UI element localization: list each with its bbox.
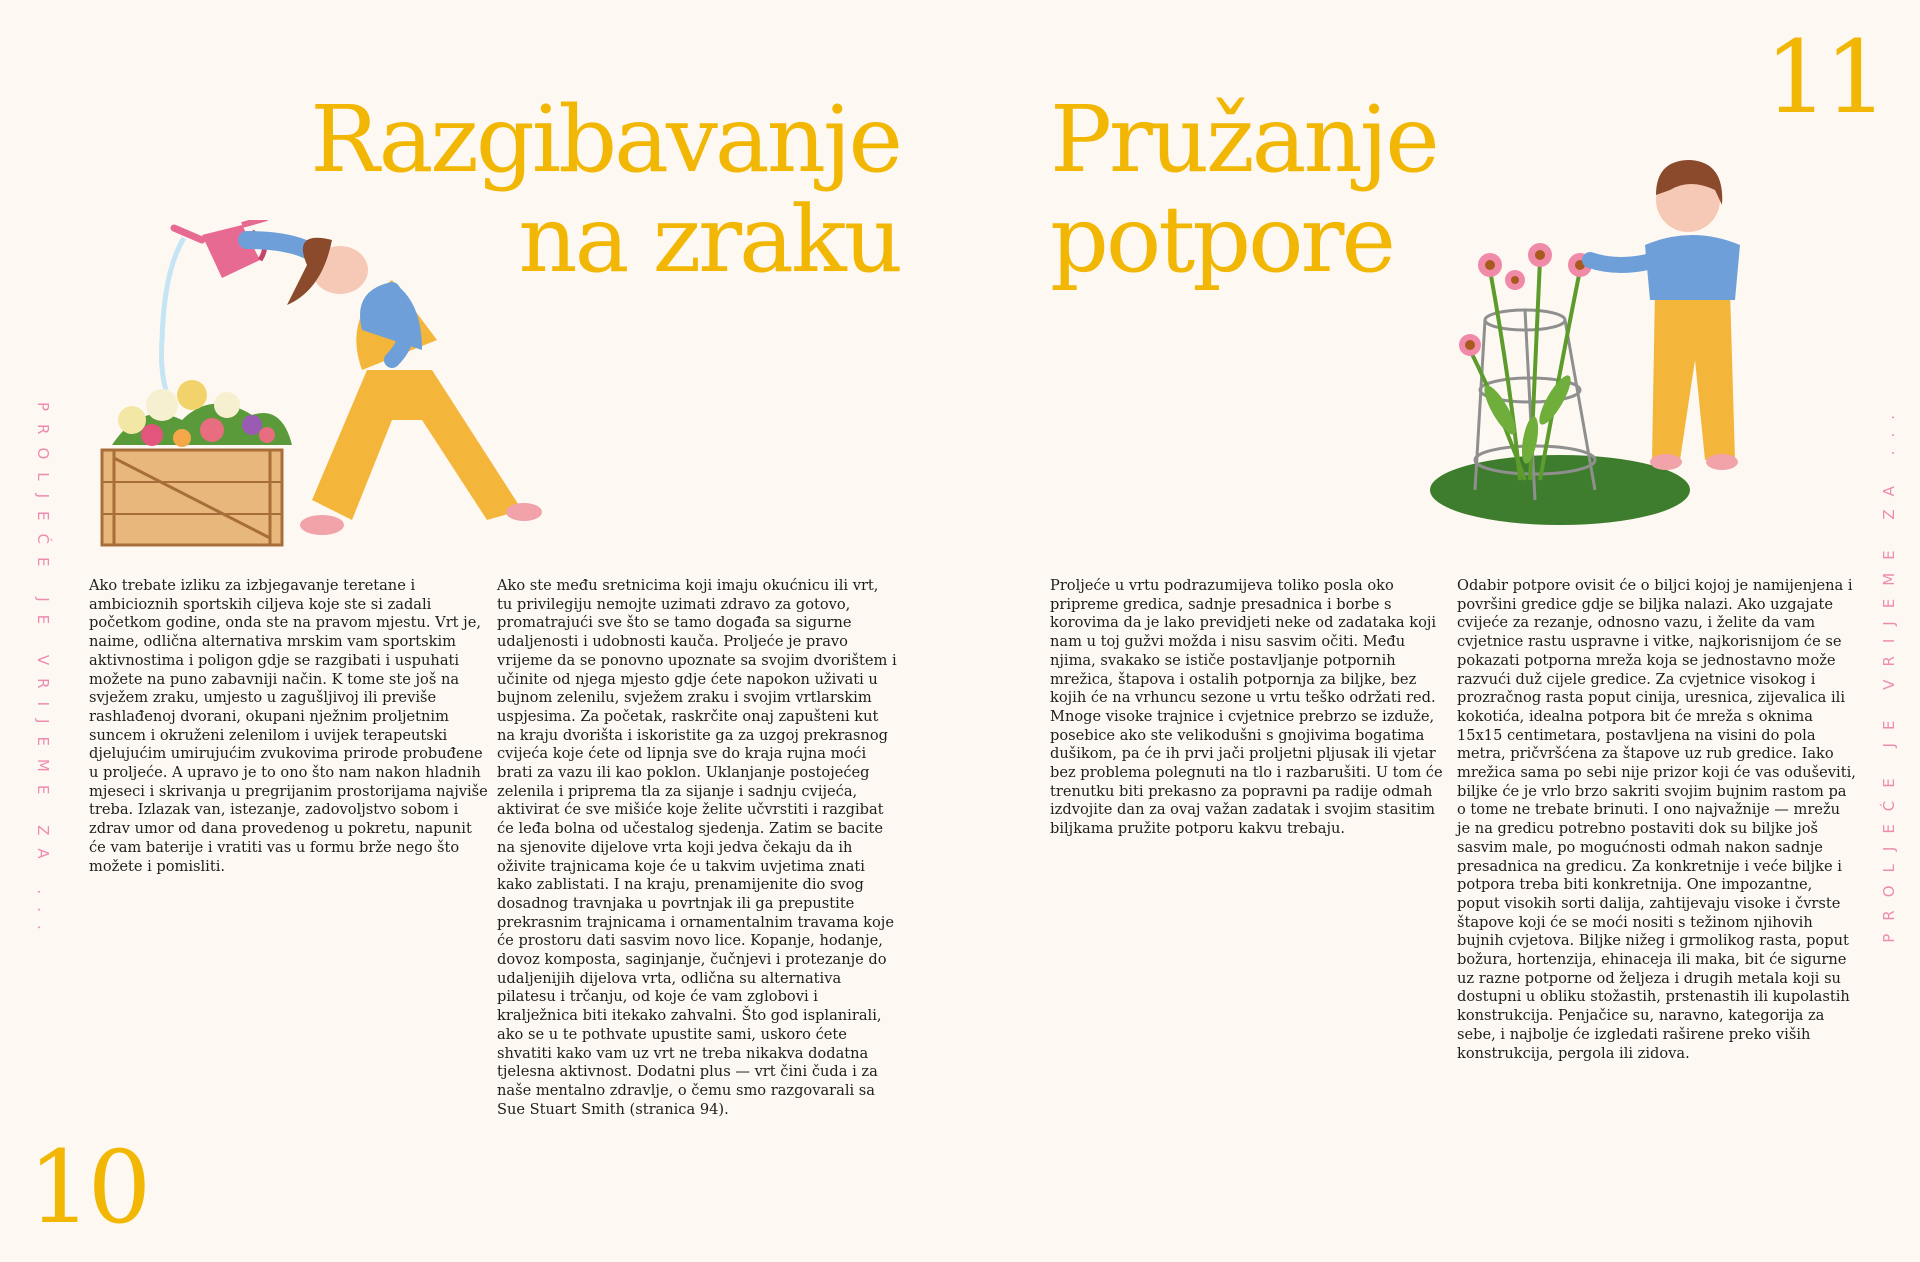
heading-right <box>1050 86 1437 293</box>
right-article-column-1: Proljeće u vrtu podrazumijeva toliko posla oko pripreme gredica, sadnje presadnica i borbe s korovima da je lako previdjeti neke od zadataka koji nam u toj gužvi možda i nisu sasvim očiti. Među njima, svakako se ističe postavljanje potpornih mrežica, štapova i ostalih potpornja za biljke, bez kojih će na vrhuncu sezone u vrtu teško održati red. Mnoge visoke trajnice i cvjetnice prebrzo se izduže, posebice ako ste velikodušni s gnojivima bogatima dušikom, pa će ih prvi jači proljetni pljusak ili vjetar bez problema polegnuti na tlo i razbarušiti. U tom će trenutku biti prekasno za popravni pa radije odmah izdvojite dan za ovaj važan zadatak i svojim stasitim biljkama pružite potporu kakvu trebaju. <box>1050 577 1443 838</box>
page-number-right: 11 <box>1764 19 1884 136</box>
side-label-left: PROLJEĆE JE VRIJEME ZA ... <box>34 402 52 943</box>
heading-left-line2: na zraku <box>518 186 900 293</box>
left-article-column-2: Ako ste među sretnicima koji imaju okućnicu ili vrt, tu privilegiju nemojte uzimati zdravo za gotovo, promatrajući sve što se tamo događa sa sigurne udaljenosti i udobnosti kauča. Proljeće je pravo vrijeme da se ponovno upoznate sa svojim dvorištem i učinite od njega mjesto gdje ćete napokon uživati u bujnom zelenilu, svježem zraku i svojim vrtlarskim uspjesima. Za početak, raskrčite onaj zapušteni kut na kraju dvorišta i iskoristite ga za uzgoj prekrasnog cvijeća koje ćete od lipnja sve do kraja rujna moći brati za vazu ili kao poklon. Uklanjanje postojećeg zelenila i priprema tla za sijanje i sadnju cvijeća, aktivirat će sve mišiće koje želite učvrstiti i razgibat će leđa bolna od učestalog sjedenja. Zatim se bacite na sjenovite dijelove vrta koji jedva čekaju da ih oživite trajnicama koje će u takvim uvjetima znati kako zablistati. I na kraju, prenamijenite dio svog dosadnog travnjaka u povrtnjak ili ga prepustite prekrasnim trajnicama i ornamentalnim travama koje će prostoru dati sasvim novo lice. Kopanje, hodanje, dovoz komposta, saginjanje, čučnjevi i protezanje do udaljenijih dijelova vrta, odlična su alternativa pilatesu i trčanju, od koje će vam zglobovi i kralježnica biti itekako zahvalni. Što god isplanirali, ako se u te pothvate upustite sami, uskoro ćete shvatiti kako vam uz vrt ne treba nikakva dodatna tjelesna aktivnost. Dodatni plus — vrt čini čuda i za naše mentalno zdravlje, o čemu smo razgovarali sa Sue Stuart Smith (stranica 94). <box>497 577 897 1118</box>
heading-left-line1: Razgibavanje <box>310 86 900 193</box>
supporting-plants-illustration <box>1430 150 1790 535</box>
heading-right-line2: potpore <box>1050 186 1393 293</box>
grass-icon <box>1430 455 1690 525</box>
flowers-icon <box>112 380 292 447</box>
right-article-column-2: Odabir potpore ovisit će o biljci kojoj je namijenjena i površini gredice gdje se biljka nalazi. Ako uzgajate cvijeće za rezanje, odnosno vazu, i želite da vam cvjetnice rastu uspravne i vitke, najkorisnijom će se pokazati potporna mreža koja se jednostavno može razvući duž cijele gredice. Za cvjetnice visokog i prozračnog rasta poput cinija, uresnica, zijevalica ili kokotića, idealna potpora bit će mreža s oknima 15x15 centimetara, postavljena na visini do pola metra, pričvršćena za štapove uz rub gredice. Iako mrežica sama po sebi nije prizor koji će vas oduševiti, biljke će je vrlo brzo sakriti svojim bujnim rastom pa o tome ne trebate brinuti. I ono najvažnije — mrežu je na gredicu potrebno postaviti dok su biljke još sasvim male, po mogućnosti odmah nakon sadnje presadnica na gredicu. Za konkretnije i veće biljke i potpora treba biti konkretnija. One impozantne, poput visokih sorti dalija, zahtijevaju visoke i čvrste štapove koji će se moći nositi s težinom njihovih bujnih cvjetova. Biljke nižeg i grmolikog rasta, poput božura, hortenzija, ehinaceja ili maka, bit će sigurne uz razne potporne od željeza i drugih metala koji su dostupni u obliku stožastih, prstenastih ili kupolastih konstrukcija. Penjačice su, naravno, kategorija za sebe, i najbolje će izgledati raširene preko viših konstrukcija, pergola ili zidova. <box>1457 577 1856 1062</box>
gardener-figure-icon <box>1590 160 1740 470</box>
page-number-left: 10 <box>28 1129 148 1246</box>
left-article-column-1: Ako trebate izliku za izbjegavanje teretane i ambicioznih sportskih ciljeva koje ste si zadali početkom godine, onda ste na pravom mjestu. Vrt je, naime, odlična alternativa mrskim vam sportskim aktivnostima i poligon gdje se razgibati i uspuhati možete na puno zabavniji način. K tome ste još na svježem zraku, umjesto u zagušljivoj ili previše rashlađenoj dvorani, okupani nježnim proljetnim suncem i okruženi zelenilom i uvijek terapeutski djelujućim umirujućim zvukovima prirode probuđene u proljeće. A upravo je to ono što nam nakon hladnih mjeseci i skrivanja u pregrijanim prostorijama najviše treba. Izlazak van, istezanje, zadovoljstvo sobom i zdrav umor od dana provedenog u pokretu, napunit će vam baterije i vratiti vas u formu brže nego što možete i pomisliti. <box>89 577 488 875</box>
heading-right-line1: Pružanje <box>1050 86 1437 193</box>
stretching-gardener-illustration <box>92 220 672 550</box>
flower-crate-icon <box>102 450 282 545</box>
side-label-right: PROLJEĆE JE VRIJEME ZA ... <box>1880 402 1898 943</box>
gardener-figure-icon <box>247 238 542 535</box>
